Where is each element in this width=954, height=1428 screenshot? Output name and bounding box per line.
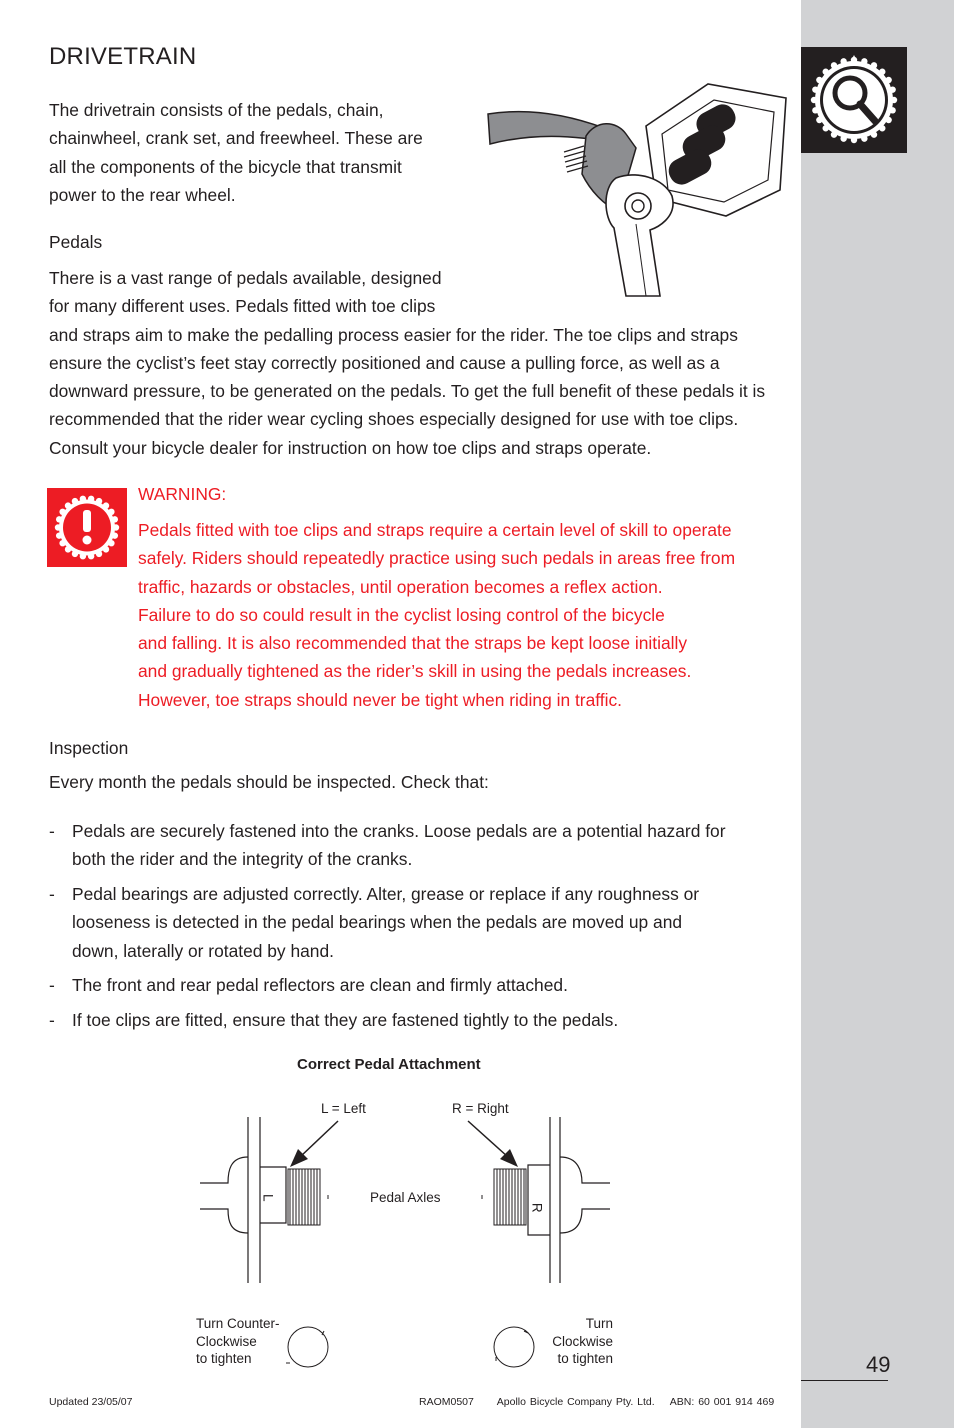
warning-line: However, toe straps should never be tight when riding in traffic. [138,689,622,710]
page-number-rule [801,1380,888,1381]
checklist-item [49,1006,749,1034]
warning-line: and falling. It is also recommended that the straps be kept loose initially [138,633,688,654]
checklist-item [49,817,742,874]
warning-line: Pedals fitted with toe clips and straps require a certain level of skill to operate [138,520,732,540]
warning-gear-icon [47,488,127,567]
section-title: DRIVETRAIN [49,43,197,70]
warning-line: safely. Riders should repeatedly practice using such pedals in areas free from [138,548,736,569]
intro-paragraph: The drivetrain consists of the pedals, chain, chainwheel, crank set, and freewheel. These are all the components of the bicycle that transmit power to the rear wheel. [49,100,423,205]
pedal-attachment-diagram [190,1095,630,1385]
warning-title: WARNING: [138,484,227,504]
right-turn-line: Clockwise [552,1333,613,1349]
page-number: 49 [866,1352,891,1377]
dash-bullet: - [49,884,55,905]
checklist-item-text: Pedal bearings are adjusted correctly. Alter, grease or replace if any roughness or looseness is detected in the pedal bearings when the pedals are moved up and down, laterally or rotated by hand. [72,884,700,961]
checklist-item-text: The front and rear pedal reflectors are clean and firmly attached. [72,975,568,996]
right-label: R = Right [452,1101,509,1116]
left-turn-instruction [196,1315,280,1368]
inspection-heading: Inspection [49,738,129,758]
dash-bullet: - [49,1010,55,1031]
dash-bullet: - [49,821,55,841]
right-turn-instruction [540,1315,613,1368]
inspection-intro: Every month the pedals should be inspected. Check that: [49,772,489,792]
left-turn-line: Clockwise [196,1333,257,1349]
right-turn-line: Turn [585,1316,613,1331]
footer-code: RAOM0507 [419,1396,474,1408]
checklist-item [49,880,722,965]
left-axle-letter: L [260,1193,276,1202]
footer-abn: ABN: 60 001 914 469 [669,1396,775,1408]
checklist-item-text: If toe clips are fitted, ensure that they are fastened tightly to the pedals. [72,1010,619,1031]
footer-company: Apollo Bicycle Company Pty. Ltd. [496,1396,655,1408]
warning-line: Failure to do so could result in the cyclist losing control of the bicycle [138,604,665,625]
left-label: L = Left [321,1101,366,1116]
left-turn-line: Turn Counter- [196,1316,280,1331]
warning-line: traffic, hazards or obstacles, until operation becomes a reflex action. [138,576,663,597]
right-axle-letter: R [529,1202,545,1213]
page-sidebar [801,0,954,1428]
pedals-paragraph: There is a vast range of pedals available, designed for many different uses. Pedals fitted with toe clips and straps aim to make the pedalling process easier for the rider. The toe clips and straps ensure the cyclist’s feet stay correctly positioned and cause a pulling force, as well as a downward pressure, to be generated on the pedals. To get the full benefit of these pedals it is recommended that the rider wear cycling shoes especially designed for use with toe clips. Consult your bicycle dealer for instruction on how toe clips and straps operate. [49,268,766,458]
magnifier-gear-icon [801,47,907,153]
warning-line: and gradually tightened as the rider’s skill in using the pedals increases. [138,661,692,682]
diagram-title: Correct Pedal Attachment [297,1056,481,1073]
checklist-item-text: Pedals are securely fastened into the cranks. Loose pedals are a potential hazard for both the rider and the integrity of the cranks. [72,821,726,870]
dash-bullet: - [49,975,55,996]
checklist-item [49,971,749,999]
pedal-axles-label: Pedal Axles [370,1190,441,1205]
text-wrap-spacer [459,264,789,320]
pedals-heading: Pedals [49,232,103,252]
footer-updated: Updated 23/05/07 [49,1396,133,1408]
inspection-checklist [49,817,749,1041]
pedals-paragraph-block [49,264,789,462]
left-turn-line: to tighten [196,1351,252,1366]
warning-body [138,516,778,714]
footer-publisher [419,1396,774,1408]
right-turn-line: to tighten [557,1351,613,1366]
